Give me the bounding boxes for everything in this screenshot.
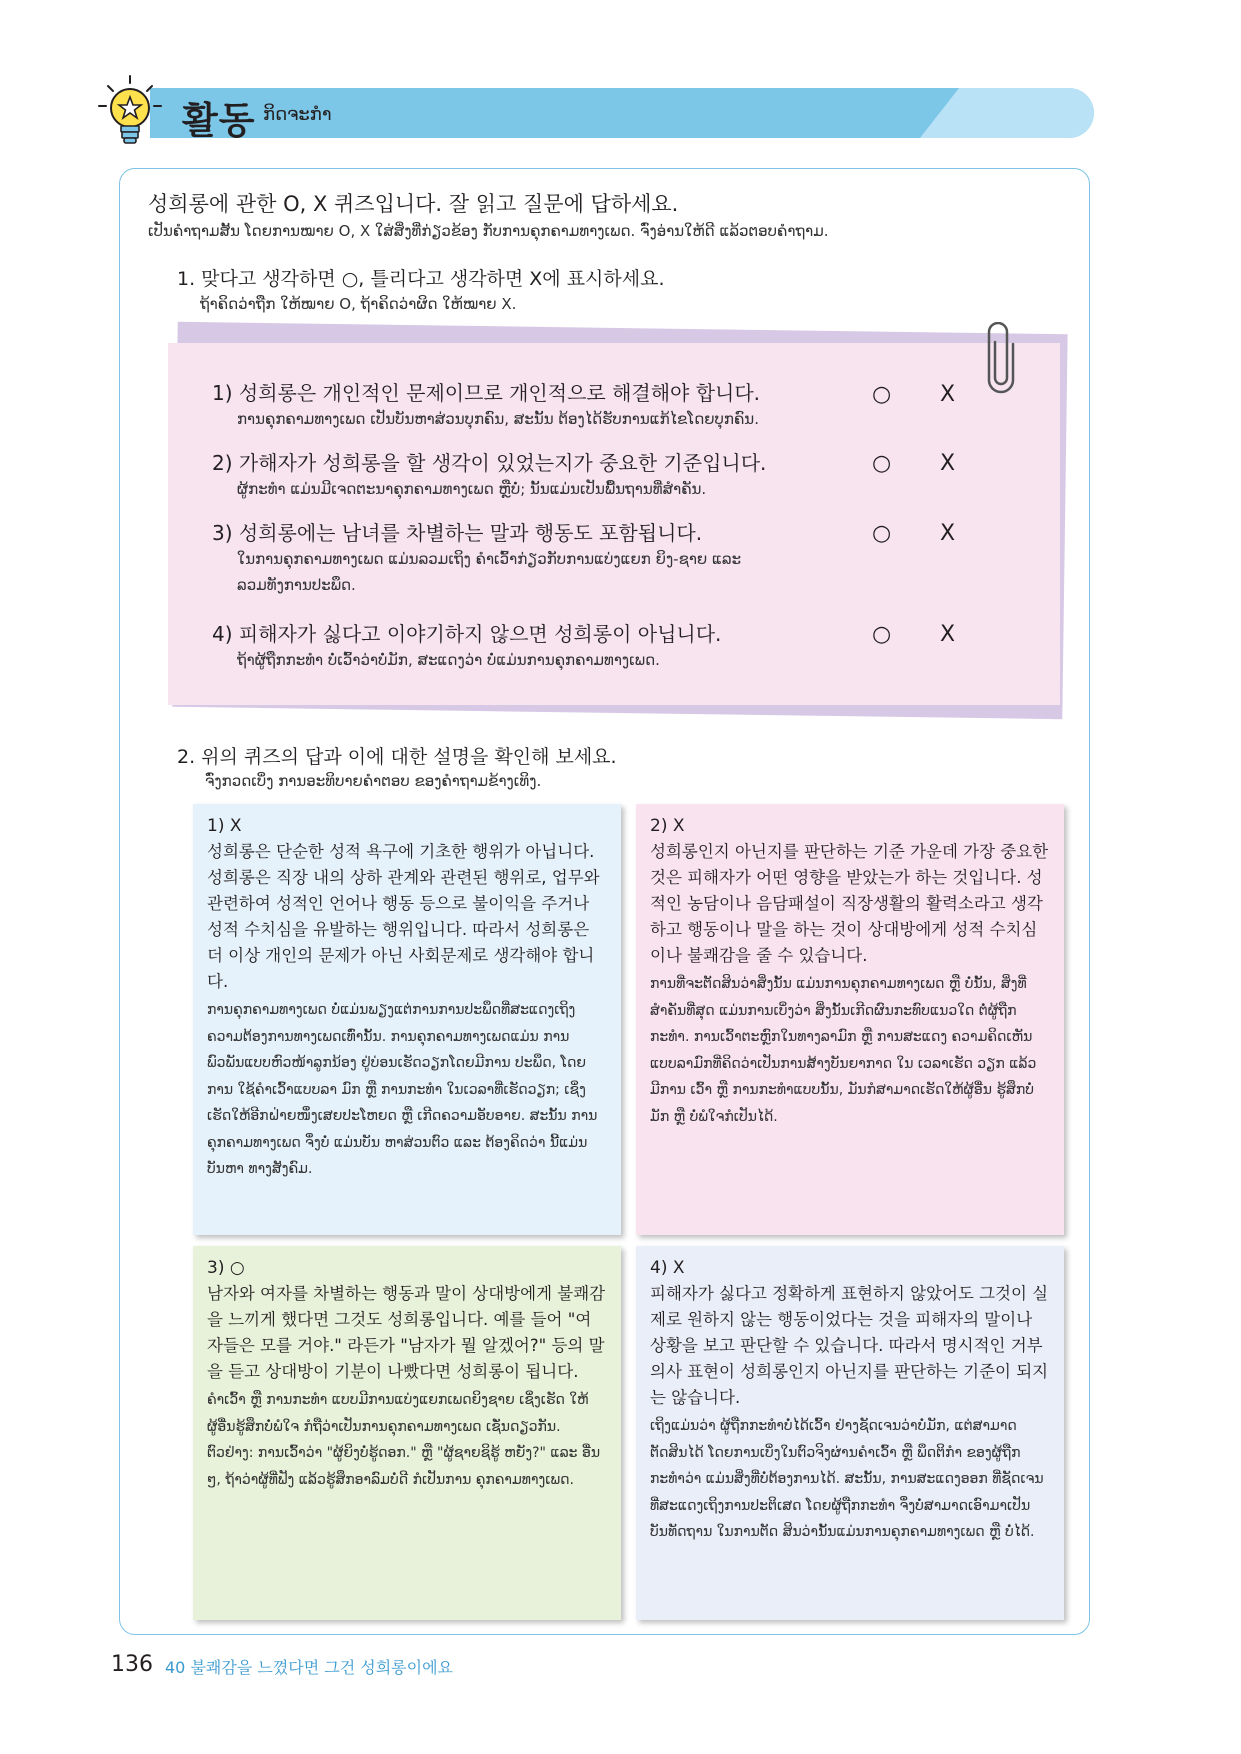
- question1-lao: ຖ້າຄິດວ່າຖືກ ໃຫ້ໝາຍ O, ຖ້າຄິດວ່າຜິດ ໃຫ້ໝາຍ X.: [200, 295, 517, 313]
- quiz-2-x-option[interactable]: X: [940, 451, 956, 476]
- quiz-item-korean: 1) 성희롱은 개인적인 문제이므로 개인적으로 해결해야 합니다.: [212, 381, 761, 405]
- answer-number: 2) X: [650, 816, 685, 836]
- answer-lao: ການທີ່ຈະຕັດສິນວ່າສິ່ງນັ້ນ ແມ່ນການຄຸກຄາມທາງເພດ ຫຼື ບໍ່ນັ້ນ, ສິ່ງທີ່ສຳຄັນທີ່ສຸດ ແມ່ນການເບິ່ງວ່າ ສິ່ງນັ້ນເກີດຜົນກະທົບແນວໃດ ຕໍ່ຜູ້ຖືກກະທຳ. ການເວົ້າຕະຫຼົກໃນທາງລາມົກ ຫຼື ການສະແດງ ຄວາມຄິດເຫັນແບບລາມົກທີ່ຄິດວ່າເປັນການສ້າງບັນຍາກາດ ໃນ ເວລາເຮັດ ວຽກ ແລ້ວມີການ ເວົ້າ ຫຼື ການກະທຳແບບນັ້ນ, ມັນກໍສາມາດເຮັດໃຫ້ຜູ້ອື່ນ ຮູ້ສຶກບໍ່ມັກ ຫຼື ບໍ່ພໍໃຈກໍເປັນໄດ້.: [650, 976, 1037, 1125]
- answer-number: 4) X: [650, 1258, 685, 1278]
- answer-korean: 남자와 여자를 차별하는 행동과 말이 상대방에게 불쾌감을 느끼게 했다면 그것도 성희롱입니다. 예를 들어 "여자들은 모를 거야." 라든가 "남자가 뭘 알겠어?" 등의 말을 듣고 상대방이 기분이 나빴다면 성희롱이 됩니다.: [207, 1284, 606, 1381]
- chapter-title: 40 불쾌감을 느꼈다면 그건 성희롱이에요: [165, 1658, 453, 1677]
- answer-number: 3) ○: [207, 1258, 245, 1278]
- answer-card-2: [636, 804, 1064, 1235]
- answer-card-1: [193, 804, 621, 1235]
- quiz-3-o-option[interactable]: ○: [872, 521, 892, 546]
- page-number: 136: [111, 1652, 153, 1677]
- answer-lao: ຄຳເວົ້າ ຫຼື ການກະທຳ ແບບມີການແບ່ງແຍກເພດຍິງຊາຍ ເຊິ່ງເຮັດ ໃຫ້ຜູ້ອື່ນຮູ້ສຶກບໍ່ພໍໃຈ ກໍຖືວ່າເປັນການຄຸກຄາມທາງເພດ ເຊັ່ນດຽວກັນ. ຕົວຢ່າງ: ການເວົ້າວ່າ "ຜູ້ຍິງບໍ່ຮູ້ດອກ." ຫຼື "ຜູ້ຊາຍຊິຮູ້ ຫຍັງ?" ແລະ ອື່ນໆ, ຖ້າວ່າຜູ້ທີ່ຟັງ ແລ້ວຮູ້ສຶກອາລົມບໍ່ດີ ກໍເປັນການ ຄຸກຄາມທາງເພດ.: [207, 1392, 601, 1488]
- answer-lao: ການຄຸກຄາມທາງເພດ ບໍ່ແມ່ນພຽງແຕ່ການການປະພຶດທີ່ສະແດງເຖິງ ຄວາມຕ້ອງການທາງເພດເທົ່ານັ້ນ. ການຄຸກຄາມທາງເພດແມ່ນ ການ ພົວພັນແບບຫົວໜ້າລູກນ້ອງ ຢູ່ບ່ອນເຮັດວຽກໂດຍມີການ ປະພຶດ, ໂດຍການ ໃຊ້ຄຳເວົ້າແບບລາ ມົກ ຫຼື ການກະທຳ ໃນເວລາທີ່ເຮັດວຽກ; ເຊິ່ງເຮັດໃຫ້ອີກຝ່າຍໜຶ່ງເສຍປະໂຫຍດ ຫຼື ເກີດຄວາມອັບອາຍ. ສະນັ້ນ ການຄຸກຄາມທາງເພດ ຈຶ່ງບໍ່ ແມ່ນບັນ ຫາສ່ວນຕົວ ແລະ ຕ້ອງຄິດວ່າ ນີ້ແມ່ນບັນຫາ ທາງສັງຄົມ.: [207, 1002, 598, 1177]
- quiz-item-2: [212, 450, 766, 502]
- intro-korean: 성희롱에 관한 O, X 퀴즈입니다. 잘 읽고 질문에 답하세요.: [148, 192, 679, 216]
- quiz-2-o-option[interactable]: ○: [872, 451, 892, 476]
- quiz-item-korean: 2) 가해자가 성희롱을 할 생각이 있었는지가 중요한 기준입니다.: [212, 451, 767, 475]
- quiz-4-o-option[interactable]: ○: [872, 622, 892, 647]
- intro-lao: ເປັນຄຳຖາມສັ້ນ ໂດຍການໝາຍ O, X ໃສ່ສິ່ງທີ່ກ່ຽວຂ້ອງ ກັບການຄຸກຄາມທາງເພດ. ຈົ່ງອ່ານໃຫ້ດີ ແລ້ວຕອບຄຳຖາມ.: [148, 222, 829, 240]
- quiz-item-lao: ການຄຸກຄາມທາງເພດ ເປັນບັນຫາສ່ວນບຸກຄົນ, ສະນັ້ນ ຕ້ອງໄດ້ຮັບການແກ້ໄຂໂດຍບຸກຄົນ.: [237, 410, 759, 428]
- answer-number: 1) X: [207, 816, 242, 836]
- quiz-item-4: [212, 621, 721, 673]
- banner-highlight: [920, 88, 1094, 138]
- answer-card-3: [193, 1246, 621, 1620]
- lightbulb-star-icon: [96, 74, 164, 150]
- activity-subtitle: ກິດຈະກຳ: [263, 104, 332, 125]
- question2-lao: ຈົ່ງກວດເບິ່ງ ການອະທິບາຍຄຳຕອບ ຂອງຄຳຖາມຂ້າງເທິງ.: [205, 772, 542, 790]
- quiz-1-x-option[interactable]: X: [940, 382, 956, 407]
- quiz-item-korean: 4) 피해자가 싫다고 이야기하지 않으면 성희롱이 아닙니다.: [212, 622, 722, 646]
- quiz-item-3: [212, 520, 772, 598]
- quiz-item-lao: ໃນການຄຸກຄາມທາງເພດ ແມ່ນລວມເຖິງ ຄຳເວົ້າກ່ຽວກັບການແບ່ງແຍກ ຍິງ-ຊາຍ ແລະ ລວມທັງການປະພຶດ.: [237, 550, 742, 594]
- answer-korean: 피해자가 싫다고 정확하게 표현하지 않았어도 그것이 실제로 원하지 않는 행동이었다는 것을 피해자의 말이나 상황을 보고 판단할 수 있습니다. 따라서 명시적인 거부 의사 표현이 성희롱인지 아닌지를 판단하는 기준이 되지는 않습니다.: [650, 1284, 1049, 1407]
- question1-korean: 1. 맞다고 생각하면 ○, 틀리다고 생각하면 X에 표시하세요.: [177, 268, 665, 290]
- activity-title: 활동: [182, 99, 256, 142]
- quiz-item-lao: ຜູ້ກະທຳ ແມ່ນມີເຈດຕະນາຄຸກຄາມທາງເພດ ຫຼືບໍ່; ນັ້ນແມ່ນເປັນພື້ນຖານທີ່ສຳຄັນ.: [237, 480, 707, 498]
- answer-card-4: [636, 1246, 1064, 1620]
- quiz-4-x-option[interactable]: X: [940, 622, 956, 647]
- quiz-item-1: [212, 380, 760, 432]
- quiz-item-lao: ຖ້າຜູ້ຖືກກະທຳ ບໍ່ເວົ້າວ່າບໍ່ມັກ, ສະແດງວ່າ ບໍ່ແມ່ນການຄຸກຄາມທາງເພດ.: [237, 651, 660, 669]
- quiz-1-o-option[interactable]: ○: [872, 382, 892, 407]
- answer-korean: 성희롱은 단순한 성적 욕구에 기초한 행위가 아닙니다. 성희롱은 직장 내의 상하 관계와 관련된 행위로, 업무와 관련하여 성적인 언어나 행동 등으로 불이익을 주거나 성적 수치심을 유발하는 행위입니다. 따라서 성희롱은 더 이상 개인의 문제가 아닌 사회문제로 생각해야 합니다.: [207, 842, 600, 991]
- answer-lao: ເຖິງແມ່ນວ່າ ຜູ້ຖືກກະທຳບໍ່ໄດ້ເວົ້າ ຢ່າງຊັດເຈນວ່າບໍ່ມັກ, ແຕ່ສາມາດ ຕັດສິນໄດ້ ໂດຍການເບິ່ງໃນຕົວຈິງຜ່ານຄຳເວົ້າ ຫຼື ພຶດຕິກຳ ຂອງຜູ້ຖືກກະທຳວ່າ ແມ່ນສິ່ງທີ່ບໍ່ຕ້ອງການໄດ້. ສະນັ້ນ, ການສະແດງອອກ ທີ່ຊັດເຈນທີ່ສະແດງເຖິງການປະຕິເສດ ໂດຍຜູ້ຖືກກະທຳ ຈຶ່ງບໍ່ສາມາດເອົາມາເປັນບັນທັດຖານ ໃນການຕັດ ສິນວ່ານັ້ນແມ່ນການຄຸກຄາມທາງເພດ ຫຼື ບໍ່ໄດ້.: [650, 1418, 1044, 1540]
- paperclip-icon: [984, 322, 1018, 394]
- answer-korean: 성희롱인지 아닌지를 판단하는 기준 가운데 가장 중요한 것은 피해자가 어떤 영향을 받았는가 하는 것입니다. 성적인 농담이나 음담패설이 직장생활의 활력소라고 생각하고 행동이나 말을 하는 것이 상대방에게 성적 수치심이나 불쾌감을 줄 수 있습니다.: [650, 842, 1049, 965]
- question2-korean: 2. 위의 퀴즈의 답과 이에 대한 설명을 확인해 보세요.: [177, 746, 617, 768]
- quiz-item-korean: 3) 성희롱에는 남녀를 차별하는 말과 행동도 포함됩니다.: [212, 521, 703, 545]
- quiz-3-x-option[interactable]: X: [940, 521, 956, 546]
